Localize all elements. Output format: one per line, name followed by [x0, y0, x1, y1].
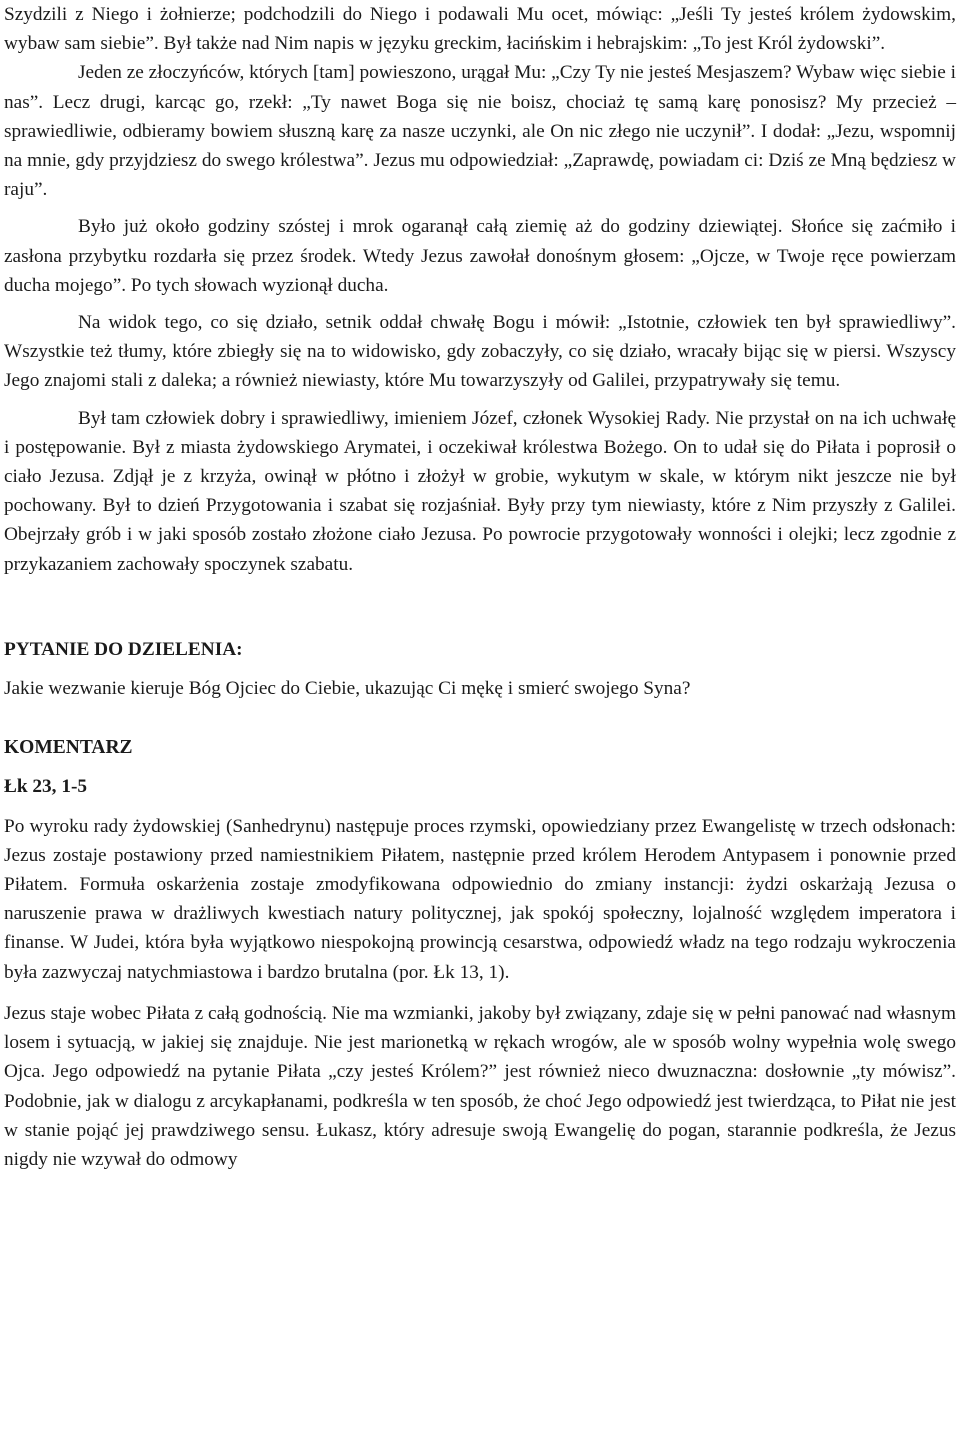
passage-paragraph-1: Szydzili z Niego i żołnierze; podchodzili do Niego i podawali Mu ocet, mówiąc: „Jeśli Ty jesteś królem żydowskim, wybaw sam siebie”. Był także nad Nim napis w języku greckim, łacińskim i hebrajskim: „To jest Król żydowski”. — [4, 4, 956, 55]
question-text: Jakie wezwanie kieruje Bóg Ojciec do Ciebie, ukazując Ci mękę i smierć swojego Syna? — [4, 678, 691, 700]
passage-paragraph-4: Na widok tego, co się działo, setnik oddał chwałę Bogu i mówił: „Istotnie, człowiek ten był sprawiedliwy”. Wszystkie też tłumy, które zbiegły się na to widowisko, gdy zobaczyły, co się działo, wracały bijąc się w piersi. Wszyscy Jego znajomi stali z daleka; a również niewiasty, które Mu towarzyszyły od Galilei, przypatrywały się temu. — [4, 312, 956, 392]
passage-paragraph-3: Było już około godziny szóstej i mrok ogaranął całą ziemię aż do godziny dziewiątej. Słońce się zaćmiło i zasłona przybytku rozdarła się przez środek. Wtedy Jezus zawołał donośnym głosem: „Ojcze, w Twoje ręce powierzam ducha mojego”. Po tych słowach wyzionął ducha. — [4, 216, 956, 296]
question-heading: PYTANIE DO DZIELENIA: — [4, 638, 243, 660]
commentary-reference: Łk 23, 1-5 — [4, 776, 88, 798]
commentary-paragraph-2: Jezus staje wobec Piłata z całą godnością. Nie ma wzmianki, jakoby był związany, zdaje się w pełni panować nad własnym losem i sytuacją, w jakiej się znajduje. Nie jest marionetką w rękach wrogów, ale w sposób wolny wypełnia wolę swego Ojca. Jego odpowiedź na pytanie Piłata „czy jesteś Królem?” jest również nieco dwuznaczna: dosłownie „ty mówisz”. Podobnie, jak w dialogu z arcykapłanami, podkreśla w ten sposób, że choć Jego odpowiedź jest twierdząca, to Piłat nie jest w stanie pojąć jej prawdziwego sensu. Łukasz, który adresuje swoją Ewangelię do pogan, starannie podkreśla, że Jezus nigdy nie wzywał do odmowy — [4, 1002, 956, 1170]
commentary-heading: KOMENTARZ — [4, 737, 133, 759]
passage-paragraph-5: Był tam człowiek dobry i sprawiedliwy, imieniem Józef, członek Wysokiej Rady. Nie przystał on na ich uchwałę i postępowanie. Był z miasta żydowskiego Arymatei, i oczekiwał królestwa Bożego. On to udał się do Piłata i poprosił o ciało Jezusa. Zdjął je z krzyża, owinął w płótno i złożył w grobie, wykutym w skale, w którym nikt jeszcze nie był pochowany. Był to dzień Przygotowania i szabat się rozjaśniał. Były przy tym niewiasty, które z Nim przyszły z Galilei. Obejrzały grób i w jaki sposób zostało złożone ciało Jezusa. Po powrocie przygotowały wonności i olejki; lecz zgodnie z przykazaniem zachowały spoczynek szabatu. — [4, 407, 956, 575]
passage-paragraph-2: Jeden ze złoczyńców, których [tam] powieszono, urągał Mu: „Czy Ty nie jesteś Mesjaszem? Wybaw więc siebie i nas”. Lecz drugi, karcąc go, rzekł: „Ty nawet Boga się nie boisz, chociaż tę samą karę ponosisz? My przecież – sprawiedliwie, odbieramy bowiem słuszną karę za nasze uczynki, ale On nic złego nie uczynił”. I dodał: „Jezu, wspomnij na mnie, gdy przyjdziesz do swego królestwa”. Jezus mu odpowiedział: „Zaprawdę, powiadam ci: Dziś ze Mną będziesz w raju”. — [4, 62, 956, 201]
document-page — [4, 0, 956, 1174]
commentary-paragraph-1: Po wyroku rady żydowskiej (Sanhedrynu) następuje proces rzymski, opowiedziany przez Ewangelistę w trzech odsłonach: Jezus zostaje postawiony przed namiestnikiem Piłatem, następnie przed królem Herodem Antypasem i ponownie przed Piłatem. Formuła oskarżenia zostaje zmodyfikowana odpowiednio do zmiany instancji: żydzi oskarżają Jezusa o naruszenie prawa w drażliwych kwestiach natury politycznej, jak spokój społeczny, lojalność względem imperatora i finanse. W Judei, która była wyjątkowo niespokojną prowincją cesarstwa, odpowiedź władz na tego rodzaju wykroczenia była zazwyczaj natychmiastowa i bardzo brutalna (por. Łk 13, 1). — [4, 815, 956, 983]
